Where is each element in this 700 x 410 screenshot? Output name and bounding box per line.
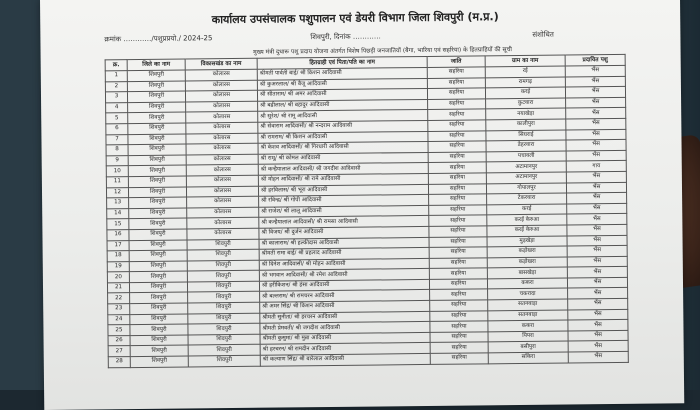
cell-animal: भैंस: [567, 192, 627, 203]
cell-block: कोलारस: [186, 154, 258, 165]
cell-beneficiary: श्रीमती कुसुमा/ श्री मुन्ना आदिवासी: [260, 332, 430, 344]
cell-village: कड़ोखरा: [487, 257, 567, 268]
cell-village: ककरा: [487, 278, 567, 289]
cell-beneficiary: श्री सीताराम/ श्री अमर आदिवासी: [257, 89, 427, 101]
header-caste: जाति: [427, 56, 485, 68]
cell-serial: 5: [106, 113, 128, 124]
cell-district: शिवपुरी: [128, 176, 186, 187]
cell-block: शिवपुरी: [188, 302, 260, 313]
cell-district: शिवपुरी: [130, 324, 188, 335]
cell-animal: भैंस: [568, 341, 628, 352]
cell-village: सकिरा: [488, 352, 568, 363]
cell-village: चकरादा: [488, 288, 568, 299]
cell-block: कोलारस: [186, 175, 258, 186]
cell-animal: भैंस: [568, 309, 628, 320]
cell-serial: 18: [107, 251, 129, 262]
cell-animal: भैंस: [566, 171, 626, 182]
cell-block: कोलारस: [187, 207, 259, 218]
cell-district: शिवपुरी: [128, 155, 186, 166]
cell-district: शिवपुरी: [129, 282, 187, 293]
cell-serial: 26: [108, 335, 130, 346]
cell-beneficiary: श्री दिनेश आदिवासी/ श्री मोहन आदिवासी: [259, 258, 429, 270]
cell-beneficiary: श्रीमती प्रेमवती/ श्री जगदीश आदिवासी: [260, 322, 430, 334]
cell-beneficiary: श्री अमर सिंह/ श्री किशन आदिवासी: [260, 300, 430, 312]
cell-district: शिवपुरी: [130, 356, 188, 367]
cell-animal: भैंस: [566, 97, 626, 108]
cell-village: ककरा: [488, 320, 568, 331]
cell-serial: 13: [107, 198, 129, 209]
document-sheet: [40, 0, 684, 410]
cell-animal: भैंस: [566, 182, 626, 193]
cell-serial: 20: [107, 272, 129, 283]
cell-block: कोलारस: [186, 133, 258, 144]
cell-caste: सहरिया: [427, 88, 485, 99]
cell-district: शिवपुरी: [127, 70, 185, 81]
cell-beneficiary: श्रीमती सुनीता/ श्री हरचरन आदिवासी: [260, 311, 430, 323]
header-village: ग्राम का नाम: [485, 55, 565, 67]
cell-district: शिवपुरी: [128, 165, 186, 176]
cell-animal: भैंस: [565, 87, 625, 98]
cell-village: करई: [487, 204, 567, 215]
cell-animal: भैंस: [567, 235, 627, 246]
cell-village: कालीपुरा: [486, 119, 566, 130]
cell-beneficiary: श्री बद्रीलाल/ श्री बहादुर आदिवासी: [258, 99, 428, 111]
cell-caste: सहरिया: [428, 162, 486, 173]
cell-animal: भैंस: [567, 267, 627, 278]
reference-number: क्रमांक …………/पशुप्रप्रयो./ 2024-25: [104, 34, 213, 44]
cell-beneficiary: श्री कल्याण सिंह/ श्री बारेलाल आदिवासी: [260, 353, 430, 365]
cell-caste: सहरिया: [428, 183, 486, 194]
cell-village: मुड़खेड़ा: [487, 235, 567, 246]
cell-caste: सहरिया: [429, 194, 487, 205]
cell-serial: 23: [108, 304, 130, 315]
cell-beneficiary: श्री रविन्द्र/ श्री गोपी आदिवासी: [259, 195, 429, 207]
cell-animal: भैंस: [568, 330, 628, 341]
cell-animal: भैंस: [568, 288, 628, 299]
cell-village: करई केरुआ: [487, 225, 567, 236]
cell-block: शिवपुरी: [188, 355, 260, 366]
cell-serial: 17: [107, 240, 129, 251]
cell-caste: सहरिया: [427, 77, 485, 88]
cell-caste: सहरिया: [429, 258, 487, 269]
cell-block: कोलारस: [186, 165, 258, 176]
cell-beneficiary: श्री कन्हैयालाल आदिवासी/ श्री रामसा आदिवासी: [259, 216, 429, 228]
cell-district: शिवपुरी: [128, 144, 186, 155]
cell-block: कोलारस: [185, 90, 257, 101]
revised-label: संशोधित: [532, 30, 554, 39]
cell-animal: गाय: [566, 161, 626, 172]
cell-village: पिपरा: [488, 331, 568, 342]
cell-caste: सहरिया: [428, 120, 486, 131]
cell-animal: भैंस: [565, 76, 625, 87]
cell-village: बसीपुरा: [488, 341, 568, 352]
cell-beneficiary: श्री हरीकिशन/ श्री हंसा आदिवासी: [259, 279, 429, 291]
cell-village: गोपालपुर: [486, 183, 566, 194]
cell-serial: 9: [106, 155, 128, 166]
cell-village: टेकरवारा: [487, 193, 567, 204]
cell-animal: भैंस: [566, 129, 626, 140]
cell-village: अटामानपुर: [486, 172, 566, 183]
cell-caste: सहरिया: [429, 226, 487, 237]
cell-caste: सहरिया: [429, 279, 487, 290]
cell-serial: 15: [107, 219, 129, 230]
cell-serial: 14: [107, 208, 129, 219]
cell-beneficiary: श्री हरचरन/ श्री रामदीन आदिवासी: [260, 343, 430, 355]
cell-serial: 11: [106, 177, 128, 188]
cell-district: शिवपुरी: [130, 345, 188, 356]
cell-caste: सहरिया: [430, 310, 488, 321]
cell-village: सतनवाड़ा: [488, 299, 568, 310]
cell-district: शिवपुरी: [128, 134, 186, 145]
cell-beneficiary: श्री केशव आदिवासी/ श्री गिरधारी आदिवासी: [258, 142, 428, 154]
cell-village: नयाखेड़ा: [486, 108, 566, 119]
cell-animal: भैंस: [567, 277, 627, 288]
cell-serial: 1: [105, 71, 127, 82]
cell-village: करई: [485, 87, 565, 98]
header-animal: प्रदायित पशु: [565, 54, 625, 66]
cell-serial: 8: [106, 145, 128, 156]
cell-caste: सहरिया: [428, 130, 486, 141]
cell-beneficiary: श्री सेवाराम आदिवासी/ श्री नन्दराम आदिवासी: [258, 120, 428, 132]
cell-block: कोलारस: [185, 69, 257, 80]
cell-caste: सहरिया: [430, 289, 488, 300]
cell-district: शिवपुरी: [129, 208, 187, 219]
cell-village: रामगढ़: [485, 77, 565, 88]
cell-animal: भैंस: [567, 256, 627, 267]
cell-beneficiary: श्रीमती पार्वती बाई/ श्री किशन आदिवासी: [257, 67, 427, 79]
cell-serial: 28: [108, 357, 130, 368]
cell-caste: सहरिया: [429, 215, 487, 226]
cell-village: डेहरवारा: [486, 140, 566, 151]
cell-serial: 6: [106, 124, 128, 135]
cell-animal: भैंस: [567, 214, 627, 225]
document-title: कार्यालय उपसंचालक पशुपालन एवं डेयरी विभाग जिला शिवपुरी (म.प्र.): [211, 10, 499, 27]
header-serial: क्र.: [105, 60, 127, 71]
cell-district: शिवपुरी: [129, 250, 187, 261]
cell-beneficiary: श्री कन्हैयालाल आदिवासी/ श्री जगदीश आदिवासी: [258, 163, 428, 175]
cell-animal: भैंस: [567, 224, 627, 235]
cell-block: कोलारस: [187, 218, 259, 229]
cell-beneficiary: श्री भगवान आदिवासी/ श्री रमेश आदिवासी: [259, 269, 429, 281]
cell-caste: सहरिया: [430, 321, 488, 332]
cell-district: शिवपुरी: [130, 314, 188, 325]
cell-animal: भैंस: [567, 203, 627, 214]
cell-serial: 22: [108, 293, 130, 304]
cell-block: कोलारस: [186, 101, 258, 112]
cell-beneficiary: श्री कालाराम/ श्री हल्कीदास आदिवासी: [259, 237, 429, 249]
cell-beneficiary: श्रीमती रामा बाई/ श्री प्रहलाद आदिवासी: [259, 248, 429, 260]
cell-beneficiary: श्री राजेश/ श्री लालू आदिवासी: [259, 205, 429, 217]
cell-block: शिवपुरी: [188, 323, 260, 334]
cell-district: शिवपुरी: [127, 91, 185, 102]
cell-district: शिवपुरी: [130, 335, 188, 346]
cell-block: शिवपुरी: [188, 334, 260, 345]
cell-serial: 27: [108, 346, 130, 357]
cell-caste: सहरिया: [429, 236, 487, 247]
cell-serial: 2: [105, 81, 127, 92]
cell-district: शिवपुरी: [129, 239, 187, 250]
cell-block: शिवपुरी: [188, 292, 260, 303]
cell-animal: भैंस: [566, 108, 626, 119]
cell-animal: भैंस: [566, 118, 626, 129]
cell-serial: 19: [107, 261, 129, 272]
cell-caste: सहरिया: [429, 247, 487, 258]
cell-caste: सहरिया: [428, 152, 486, 163]
cell-caste: सहरिया: [430, 300, 488, 311]
cell-block: शिवपुरी: [187, 249, 259, 260]
cell-village: पचावली: [486, 151, 566, 162]
cell-beneficiary: श्री रामू/ श्री कोमल आदिवासी: [258, 152, 428, 164]
cell-beneficiary: श्री रामराम/ श्री किशन आदिवासी: [258, 131, 428, 143]
cell-serial: 25: [108, 325, 130, 336]
cell-block: कोलारस: [186, 122, 258, 133]
cell-district: शिवपुरी: [130, 303, 188, 314]
cell-village: कड़ोखरा: [487, 246, 567, 257]
cell-block: कोलारस: [187, 196, 259, 207]
cell-block: शिवपुरी: [188, 313, 260, 324]
cell-village: अटामानपुर: [486, 161, 566, 172]
cell-serial: 12: [106, 187, 128, 198]
cell-block: कोलारस: [186, 112, 258, 123]
cell-beneficiary: श्री कुअरलाल/ श्री बैजू आदिवासी: [257, 78, 427, 90]
cell-block: शिवपुरी: [187, 260, 259, 271]
cell-serial: 7: [106, 134, 128, 145]
cell-serial: 3: [105, 92, 127, 103]
header-beneficiary: हितग्राही एवं पिता/पति का नाम: [257, 56, 427, 69]
cell-animal: भैंस: [567, 245, 627, 256]
cell-caste: सहरिया: [430, 353, 488, 364]
cell-caste: सहरिया: [429, 205, 487, 216]
cell-caste: सहरिया: [428, 173, 486, 184]
cell-district: शिवपुरी: [129, 271, 187, 282]
cell-caste: सहरिया: [428, 109, 486, 120]
cell-animal: भैंस: [568, 298, 628, 309]
header-block: विकासखंड का नाम: [185, 58, 257, 70]
place-date: शिवपुरी, दिनांक …………: [310, 32, 381, 42]
cell-caste: सहरिया: [430, 332, 488, 343]
cell-beneficiary: श्री बल्लराम/ श्री रामचरन आदिवासी: [260, 290, 430, 302]
cell-caste: सहरिया: [429, 268, 487, 279]
cell-district: शिवपुरी: [128, 123, 186, 134]
cell-district: शिवपुरी: [130, 292, 188, 303]
cell-beneficiary: श्री हरविलास/ श्री भूरा आदिवासी: [258, 184, 428, 196]
header-district: जिले का नाम: [127, 59, 185, 71]
cell-serial: 16: [107, 229, 129, 240]
cell-district: शिवपुरी: [129, 261, 187, 272]
cell-serial: 4: [106, 102, 128, 113]
cell-block: कोलारस: [187, 228, 259, 239]
cell-animal: भैंस: [565, 65, 625, 76]
cell-block: कोलारस: [185, 80, 257, 91]
cell-district: शिवपुरी: [128, 102, 186, 113]
cell-caste: सहरिया: [428, 99, 486, 110]
cell-district: शिवपुरी: [129, 218, 187, 229]
cell-caste: सहरिया: [430, 342, 488, 353]
cell-beneficiary: श्री मोहन आदिवासी/ श्री रामे आदिवासी: [258, 173, 428, 185]
cell-village: कुटवारा: [486, 98, 566, 109]
cell-village: सतनवाड़ा: [488, 310, 568, 321]
cell-district: शिवपुरी: [127, 81, 185, 92]
beneficiary-table: [105, 54, 629, 368]
cell-block: शिवपुरी: [187, 239, 259, 250]
cell-village: रई: [485, 66, 565, 77]
cell-district: शिवपुरी: [128, 187, 186, 198]
cell-serial: 10: [106, 166, 128, 177]
cell-beneficiary: श्री विजय/ श्री दुर्जन आदिवासी: [259, 226, 429, 238]
cell-block: कोलारस: [186, 143, 258, 154]
cell-caste: सहरिया: [427, 67, 485, 78]
cell-block: कोलारस: [186, 186, 258, 197]
cell-village: करई केरुआ: [487, 214, 567, 225]
document-subtitle: मुख्य मंत्री दुधारू पशु प्रदाय योजना अंतर्गत विशेष पिछड़ी जनजातियों (बैगा, भारिया एवं सहरिया) के हितग्राहियों की सूची: [253, 46, 512, 56]
cell-district: शिवपुरी: [129, 229, 187, 240]
cell-animal: भैंस: [566, 150, 626, 161]
cell-block: शिवपुरी: [188, 345, 260, 356]
cell-animal: भैंस: [566, 140, 626, 151]
cell-village: बासखेड़ा: [487, 267, 567, 278]
cell-village: सिघराई: [486, 130, 566, 141]
cell-beneficiary: श्री सुरेश/ श्री रामू आदिवासी: [258, 110, 428, 122]
cell-animal: भैंस: [568, 351, 628, 362]
cell-caste: सहरिया: [428, 141, 486, 152]
cell-block: शिवपुरी: [187, 270, 259, 281]
cell-block: शिवपुरी: [187, 281, 259, 292]
cell-serial: 24: [108, 314, 130, 325]
cell-animal: भैंस: [568, 320, 628, 331]
cell-district: शिवपुरी: [129, 197, 187, 208]
cell-district: शिवपुरी: [128, 112, 186, 123]
cell-serial: 21: [107, 282, 129, 293]
